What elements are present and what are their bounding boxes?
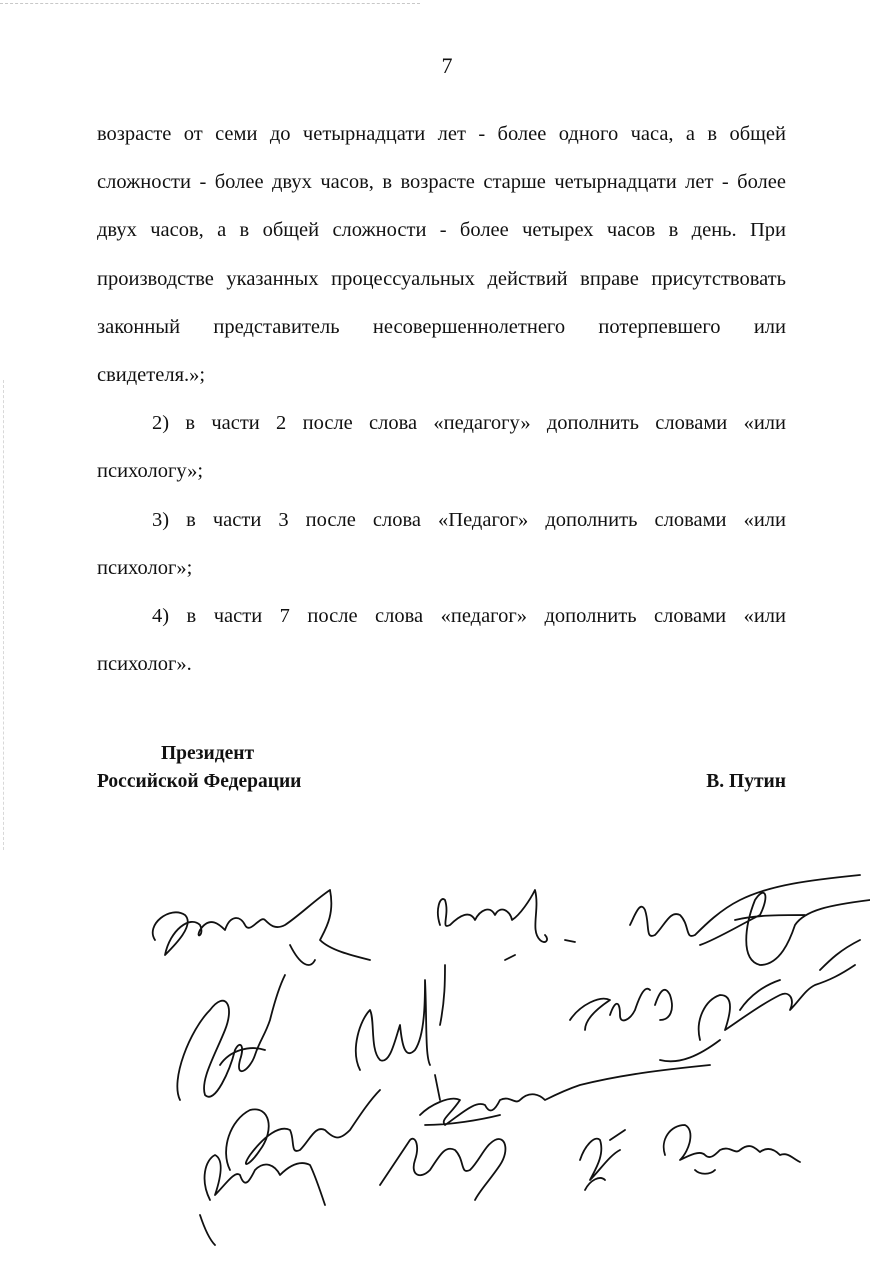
text-line: двух часов, а в общей сложности - более четырех часов в день. При <box>97 219 786 242</box>
text-line: 4) в части 7 после слова «педагог» дополнить словами «или <box>152 605 786 628</box>
text-line: 3) в части 3 после слова «Педагог» дополнить словами «или <box>152 508 786 531</box>
text-line: сложности - более двух часов, в возрасте старше четырнадцати лет - более <box>97 171 786 194</box>
signatory-name: В. Путин <box>706 771 786 792</box>
signature-9 <box>226 1090 380 1170</box>
paragraph-1 <box>97 110 786 399</box>
text-line: свидетеля.»; <box>97 364 206 387</box>
signature-block <box>97 741 786 801</box>
signature-12 <box>580 1130 625 1190</box>
document-body <box>97 110 786 688</box>
signature-5 <box>356 965 445 1100</box>
signature-3 <box>630 875 870 965</box>
scan-top-rule <box>0 3 420 4</box>
signature-1 <box>153 890 370 965</box>
signature-13 <box>664 1125 800 1174</box>
signature-8 <box>420 1065 710 1125</box>
signatory-title: Российской Федерации <box>97 771 302 792</box>
text-line: 2) в части 2 после слова «педагогу» дополнить словами «или <box>152 412 786 435</box>
signatory-title: Президент <box>161 743 255 764</box>
signature-10 <box>200 1155 325 1245</box>
signature-6 <box>570 989 672 1030</box>
text-line: законный представитель несовершеннолетнего потерпевшего или <box>97 315 786 338</box>
signatures-drawing <box>140 870 870 1250</box>
signature-11 <box>380 1139 505 1200</box>
signature-2 <box>438 890 575 960</box>
text-line: психолог»; <box>97 556 193 579</box>
paragraph-4 <box>97 592 786 688</box>
signature-7 <box>660 940 860 1061</box>
text-line: производстве указанных процессуальных действий вправе присутствовать <box>97 267 786 290</box>
scan-left-edge <box>3 380 4 850</box>
text-line: психолог». <box>97 653 192 676</box>
handwritten-signatures <box>140 870 870 1250</box>
paragraph-2 <box>97 399 786 495</box>
text-line: возрасте от семи до четырнадцати лет - более одного часа, а в общей <box>97 123 786 145</box>
page-number: 7 <box>441 53 453 78</box>
paragraph-3 <box>97 496 786 592</box>
signature-4 <box>177 975 285 1100</box>
text-line: психологу»; <box>97 460 204 483</box>
